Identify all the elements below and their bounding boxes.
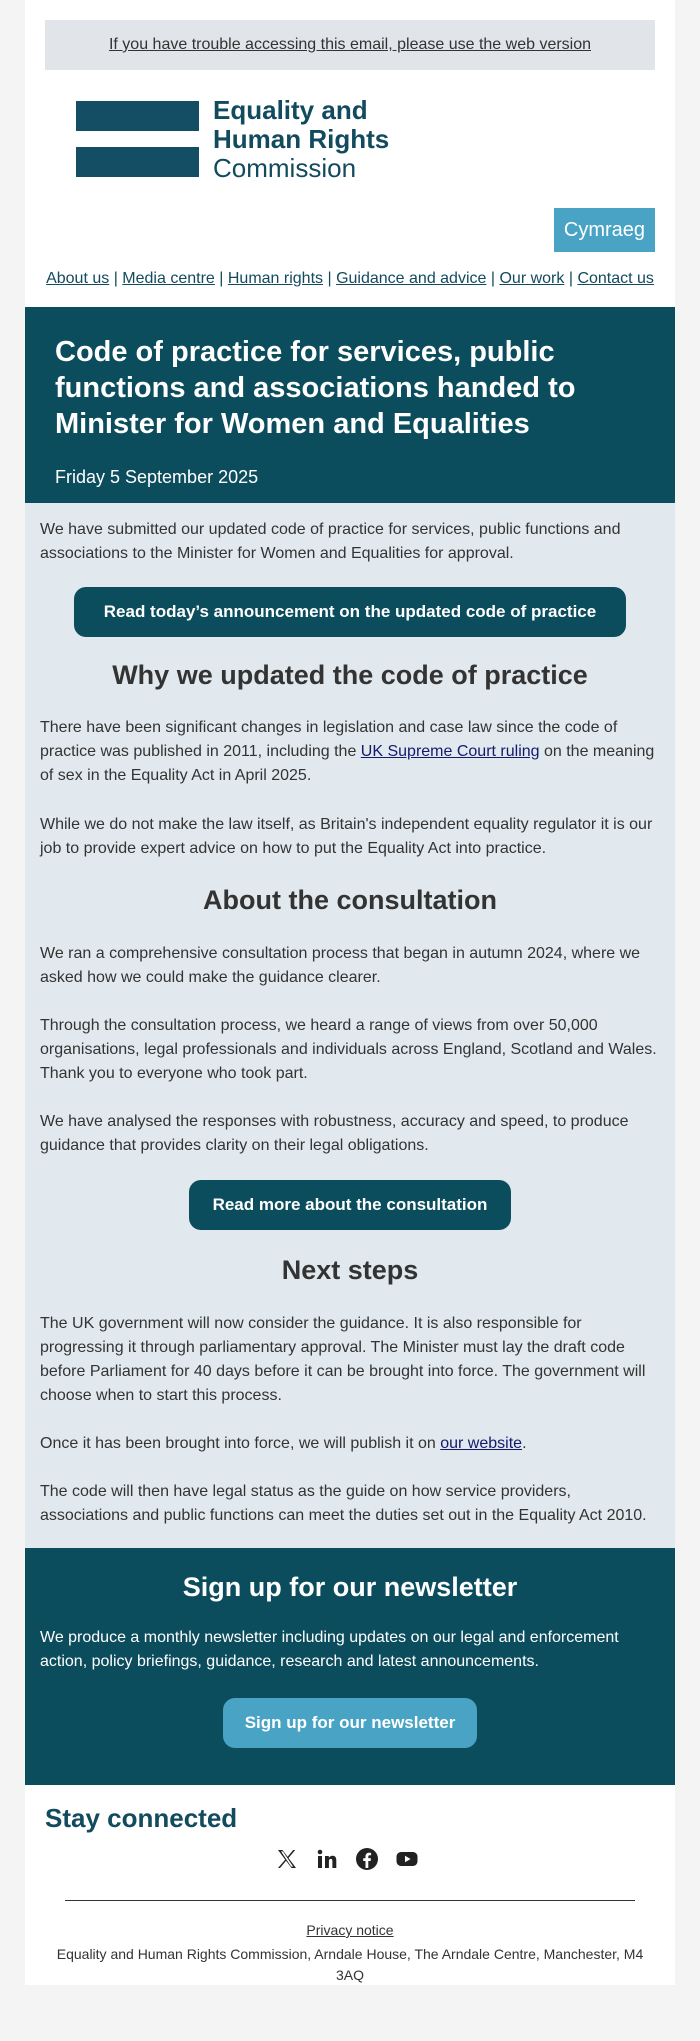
logo-line-2: Human Rights	[213, 124, 390, 154]
web-version-bar	[45, 20, 655, 70]
logo-bar-top	[76, 101, 199, 131]
announcement-button[interactable]: Read today’s announcement on the updated code of practice	[74, 587, 626, 637]
why-heading: Why we updated the code of practice	[112, 660, 588, 690]
why-paragraph-1: There have been significant changes in legislation and case law since the code of practice was published in 2011, including the UK Supreme Court ruling on the meaning of sex in the Equality Act in April 2025.	[40, 719, 655, 784]
footer-divider	[65, 1900, 635, 1901]
nav-separator: |	[219, 270, 224, 287]
ehrc-logo[interactable]	[76, 95, 396, 183]
article-title: Code of practice for services, public functions and associations handed to Minister for Women and Equalities	[55, 336, 576, 440]
logo-bar-bottom	[76, 147, 199, 177]
postal-address: Equality and Human Rights Commission, Arndale House, The Arndale Centre, Manchester, M4 3AQ	[56, 1946, 644, 1983]
youtube-icon[interactable]	[395, 1847, 419, 1871]
next-steps-paragraph-3: The code will then have legal status as the guide on how service providers, associations and public functions can meet the duties set out in the Equality Act 2010.	[40, 1483, 647, 1524]
next-steps-heading: Next steps	[281, 1255, 419, 1285]
newsletter-signup-button[interactable]: Sign up for our newsletter	[223, 1698, 477, 1748]
nav-separator: |	[568, 270, 573, 287]
privacy-container	[25, 1922, 675, 1938]
why-paragraph-2: While we do not make the law itself, as Britain's independent equality regulator it is our job to provide expert advice on how to put the Equality Act into practice.	[40, 816, 653, 857]
nav-human-rights[interactable]: Human rights	[227, 270, 324, 287]
linkedin-icon[interactable]	[315, 1847, 339, 1871]
hero-banner	[25, 307, 675, 503]
privacy-notice-link[interactable]: Privacy notice	[306, 1922, 394, 1938]
nav-separator: |	[113, 270, 118, 287]
consultation-paragraph-1: We ran a comprehensive consultation process that began in autumn 2024, where we asked how we could make the guidance clearer.	[40, 945, 641, 986]
x-icon[interactable]	[275, 1847, 299, 1871]
next-steps-paragraph-1: The UK government will now consider the guidance. It is also responsible for progressing it through parliamentary approval. The Minister must lay the draft code before Parliament for 40 days before it can be brought into force. The government will choose when to start this process.	[40, 1315, 646, 1404]
stay-connected-heading: Stay connected	[45, 1803, 238, 1833]
nav-media-centre[interactable]: Media centre	[122, 270, 215, 287]
article-body	[25, 503, 675, 1548]
article-date: Friday 5 September 2025	[55, 467, 259, 487]
top-navigation	[25, 270, 675, 288]
facebook-icon[interactable]	[355, 1847, 379, 1871]
cymraeg-button[interactable]: Cymraeg	[554, 208, 655, 252]
nav-separator: |	[327, 270, 332, 287]
newsletter-text: We produce a monthly newsletter including updates on our legal and enforcement action, policy briefings, guidance, research and latest announcements.	[40, 1629, 619, 1670]
nav-guidance-and-advice[interactable]: Guidance and advice	[336, 270, 487, 287]
consultation-button[interactable]: Read more about the consultation	[189, 1180, 511, 1230]
logo-line-3: Commission	[213, 153, 357, 183]
nav-separator: |	[490, 270, 496, 287]
consultation-paragraph-3: We have analysed the responses with robustness, accuracy and speed, to produce guidance that provides clarity on their legal obligations.	[40, 1113, 629, 1154]
logo-line-1: Equality and	[213, 95, 368, 125]
nav-contact-us[interactable]: Contact us	[577, 270, 654, 287]
supreme-court-ruling-link[interactable]: UK Supreme Court ruling	[360, 743, 540, 760]
email-page	[25, 0, 675, 1985]
our-website-link[interactable]: our website	[440, 1435, 523, 1452]
nav-about-us[interactable]: About us	[46, 270, 110, 287]
consultation-paragraph-2: Through the consultation process, we heard a range of views from over 50,000 organisations, legal professionals and individuals across England, Scotland and Wales. Thank you to everyone who took part.	[40, 1017, 657, 1082]
nav-our-work[interactable]: Our work	[499, 270, 565, 287]
intro-paragraph: We have submitted our updated code of practice for services, public functions and associations to the Minister for Women and Equalities for approval.	[40, 521, 621, 562]
consultation-heading: About the consultation	[203, 885, 497, 915]
next-steps-paragraph-2: Once it has been brought into force, we will publish it on our website.	[40, 1435, 527, 1452]
web-version-link[interactable]: If you have trouble accessing this email, please use the web version	[108, 36, 592, 53]
newsletter-section	[25, 1548, 675, 1785]
newsletter-heading: Sign up for our newsletter	[182, 1572, 518, 1602]
